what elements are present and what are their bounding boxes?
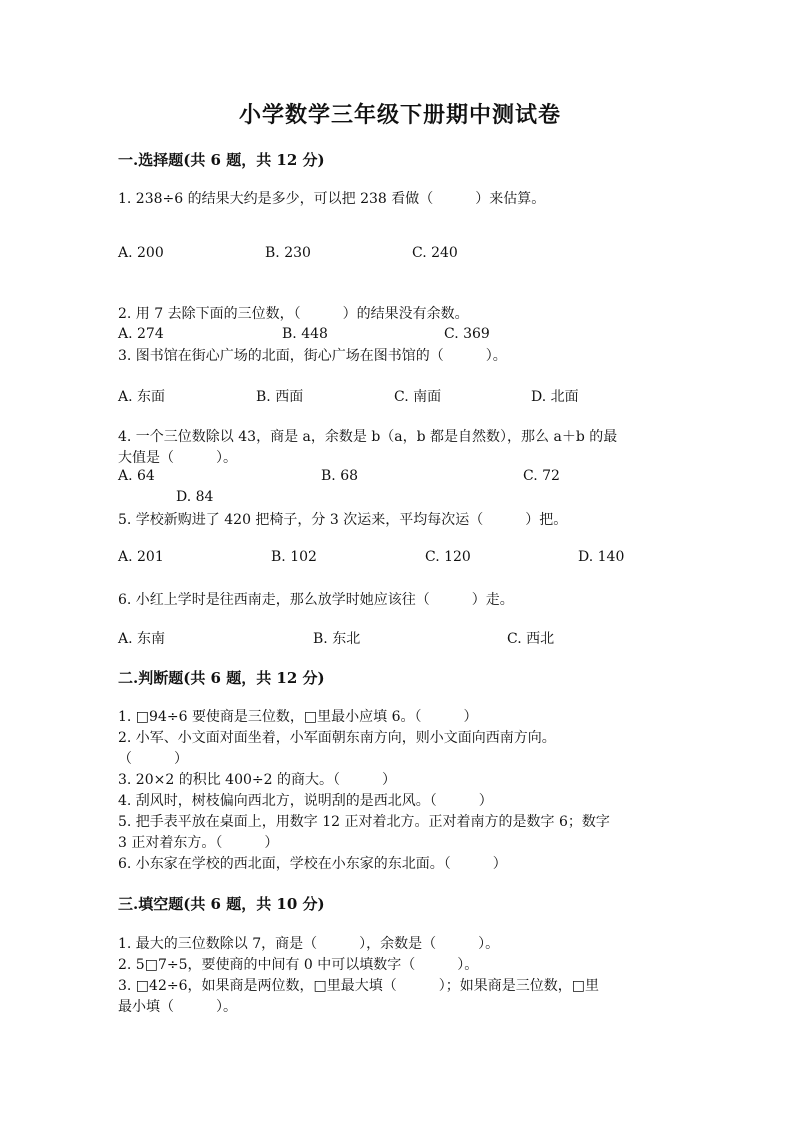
option: C. 120: [425, 549, 471, 565]
option: A. 64: [118, 468, 155, 484]
fill-in-line: 最小填（ ）。: [118, 999, 237, 1015]
option: D. 84: [176, 489, 214, 505]
question-text: 大值是（ ）。: [118, 450, 237, 466]
question-text: 5. 学校新购进了 420 把椅子，分 3 次运来，平均每次运（ ）把。: [118, 512, 568, 528]
statement-line: 5. 把手表平放在桌面上，用数字 12 正对着北方。正对着南方的是数字 6；数字: [118, 814, 610, 830]
option: A. 东面: [118, 389, 166, 405]
option: A. 201: [118, 549, 164, 565]
option: C. 南面: [394, 389, 442, 405]
section-heading: 二.判断题(共 6 题，共 12 分): [118, 669, 325, 687]
question-text: 4. 一个三位数除以 43，商是 a，余数是 b（a，b 都是自然数），那么 a＋b 的最: [118, 429, 618, 445]
option: B. 448: [282, 326, 328, 342]
option: C. 369: [444, 326, 490, 342]
option: B. 102: [271, 549, 317, 565]
question-text: 6. 小红上学时是往西南走，那么放学时她应该往（ ）走。: [118, 592, 514, 608]
option: A. 200: [118, 245, 164, 261]
option: B. 68: [321, 468, 359, 484]
fill-in-line: 1. 最大的三位数除以 7，商是（ ），余数是（ ）。: [118, 936, 500, 952]
option: A. 东南: [118, 631, 166, 647]
statement-line: 1. □94÷6 要使商是三位数，□里最小应填 6。（ ）: [118, 709, 478, 725]
question-text: 1. 238÷6 的结果大约是多少，可以把 238 看做（ ）来估算。: [118, 191, 546, 207]
statement-line: 2. 小军、小文面对面坐着，小军面朝东南方向，则小文面向西南方向。: [118, 730, 556, 746]
option: D. 北面: [531, 389, 579, 405]
statement-line: 6. 小东家在学校的西北面，学校在小东家的东北面。（ ）: [118, 856, 507, 872]
option: B. 西面: [256, 389, 304, 405]
statement-line: 4. 刮风时，树枝偏向西北方，说明刮的是西北风。（ ）: [118, 793, 493, 809]
option: A. 274: [118, 326, 164, 342]
option: C. 240: [412, 245, 458, 261]
section-heading: 一.选择题(共 6 题，共 12 分): [118, 151, 325, 169]
statement-line: （ ）: [118, 751, 188, 767]
option: B. 东北: [313, 631, 361, 647]
fill-in-line: 3. □42÷6，如果商是两位数，□里最大填（ ）；如果商是三位数，□里: [118, 978, 599, 994]
question-text: 3. 图书馆在街心广场的北面，街心广场在图书馆的（ ）。: [118, 348, 507, 364]
option: C. 72: [523, 468, 560, 484]
fill-in-line: 2. 5□7÷5，要使商的中间有 0 中可以填数字（ ）。: [118, 957, 479, 973]
statement-line: 3 正对着东方。（ ）: [118, 835, 279, 851]
option: D. 140: [578, 549, 625, 565]
option: C. 西北: [507, 631, 555, 647]
section-heading: 三.填空题(共 6 题，共 10 分): [118, 895, 325, 913]
statement-line: 3. 20×2 的积比 400÷2 的商大。（ ）: [118, 772, 396, 788]
question-text: 2. 用 7 去除下面的三位数，（ ）的结果没有余数。: [118, 306, 469, 322]
page-title: 小学数学三年级下册期中测试卷: [238, 102, 561, 128]
option: B. 230: [265, 245, 311, 261]
